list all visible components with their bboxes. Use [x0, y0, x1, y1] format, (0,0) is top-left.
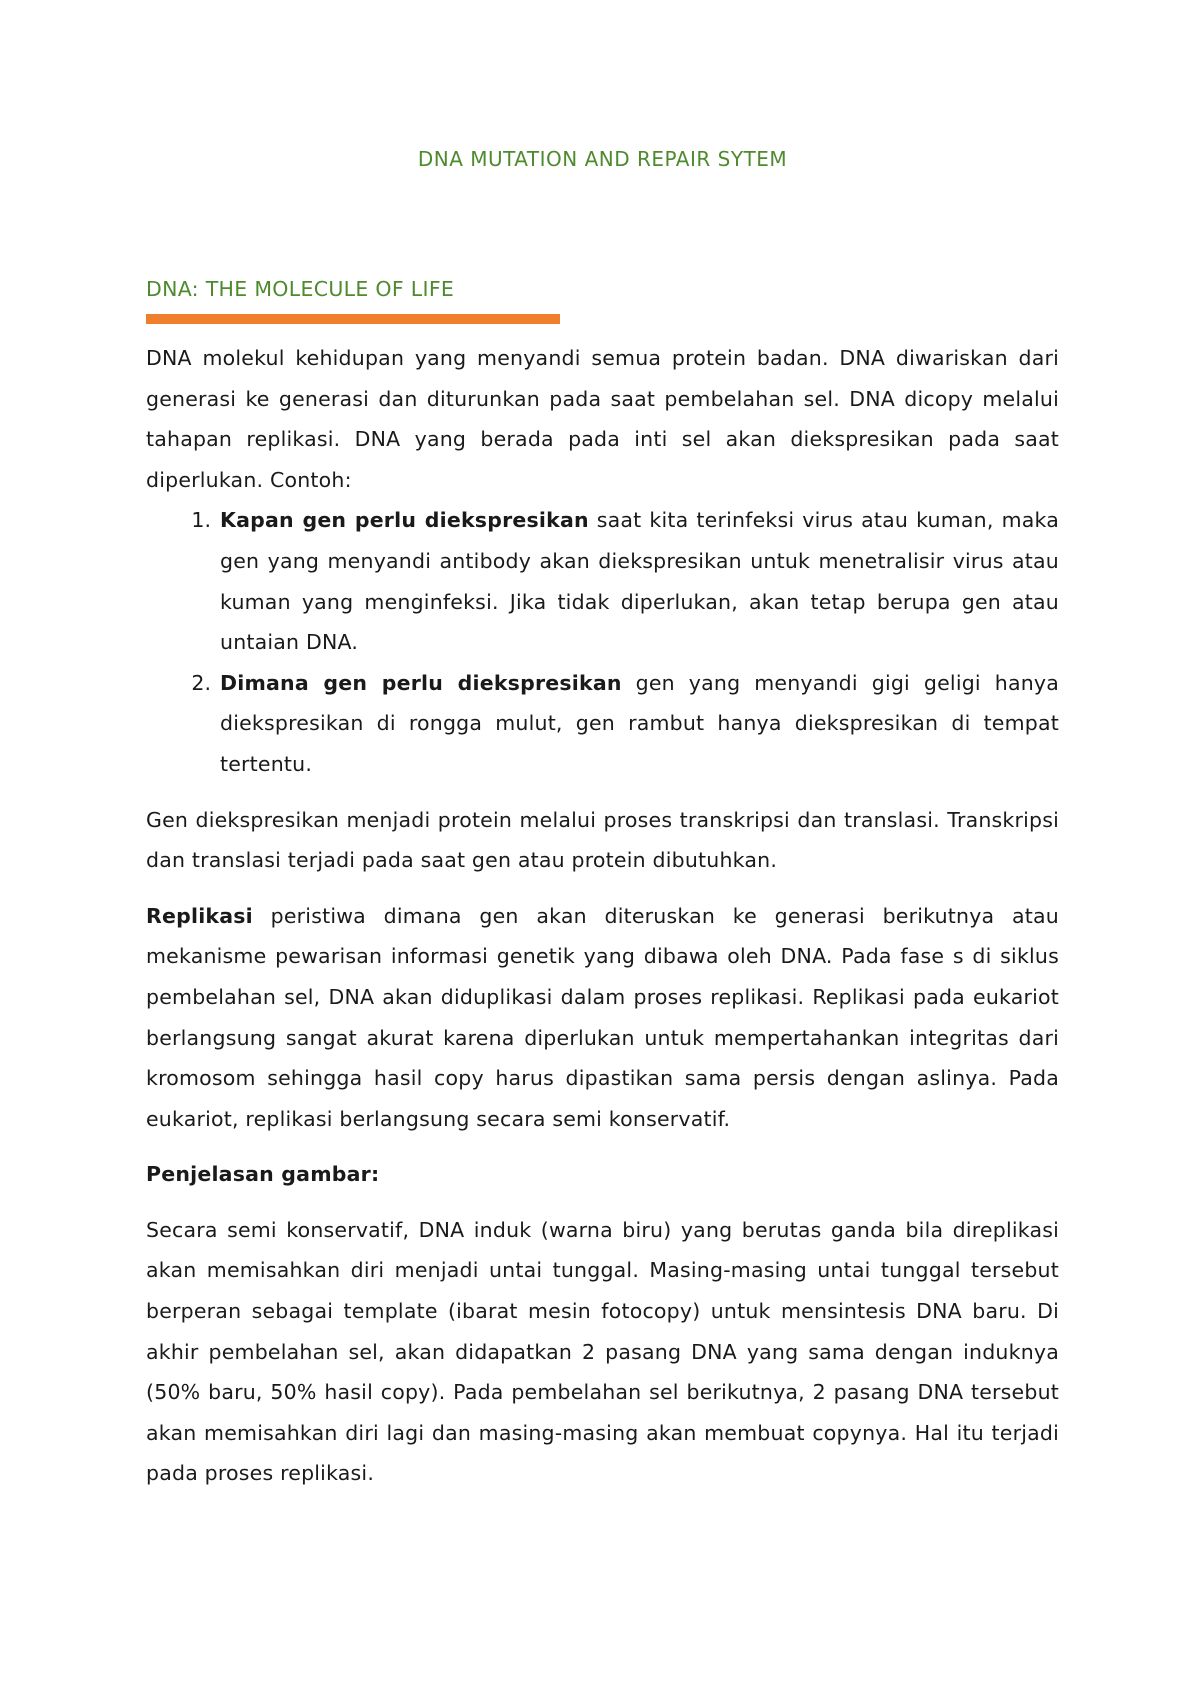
examples-list — [146, 500, 1059, 784]
heading-underline-rule — [146, 314, 560, 324]
expression-paragraph: Gen diekspresikan menjadi protein melalui proses transkripsi dan translasi. Transkripsi dan translasi terjadi pada saat gen atau protein dibutuhkan. — [146, 807, 1059, 873]
figure-explanation-paragraph: Secara semi konservatif, DNA induk (warna biru) yang berutas ganda bila direplikasi akan memisahkan diri menjadi untai tunggal. Masing-masing untai tunggal tersebut berperan sebagai template (ibarat mesin fotocopy) untuk mensintesis DNA baru. Di akhir pembelahan sel, akan didapatkan 2 pasang DNA yang sama dengan induknya (50% baru, 50% hasil copy). Pada pembelahan sel berikutnya, 2 pasang DNA tersebut akan memisahkan diri lagi dan masing-masing akan membuat copynya. Hal itu terjadi pada proses replikasi. — [146, 1217, 1059, 1486]
document-title: DNA MUTATION AND REPAIR SYTEM — [417, 147, 788, 171]
section-heading: DNA: THE MOLECULE OF LIFE — [146, 277, 455, 301]
replication-paragraph — [146, 896, 1059, 1140]
list-item — [218, 663, 1059, 785]
document-body — [146, 338, 1059, 1509]
example-term: Dimana gen perlu diekspresikan — [220, 670, 622, 695]
replication-term: Replikasi — [146, 903, 253, 928]
example-term: Kapan gen perlu diekspresikan — [220, 508, 589, 533]
replication-text: peristiwa dimana gen akan diteruskan ke generasi berikutnya atau mekanisme pewarisan informasi genetik yang dibawa oleh DNA. Pada fase s di siklus pembelahan sel, DNA akan diduplikasi dalam proses replikasi. Replikasi pada eukariot berlangsung sangat akurat karena diperlukan untuk mempertahankan integritas dari kromosom sehingga hasil copy harus dipastikan sama persis dengan aslinya. Pada eukariot, replikasi berlangsung secara semi konservatif. — [146, 903, 1059, 1131]
intro-paragraph: DNA molekul kehidupan yang menyandi semua protein badan. DNA diwariskan dari generasi ke generasi dan diturunkan pada saat pembelahan sel. DNA dicopy melalui tahapan replikasi. DNA yang berada pada inti sel akan diekspresikan pada saat diperlukan. Contoh: — [146, 346, 1059, 492]
example-text: saat kita terinfeksi virus atau kuman, maka gen yang menyandi antibody akan diekspresikan untuk menetralisir virus atau kuman yang menginfeksi. Jika tidak diperlukan, akan tetap berupa gen atau untaian DNA. — [220, 508, 1059, 655]
figure-explanation-heading: Penjelasan gambar: — [146, 1162, 380, 1187]
list-item — [218, 500, 1059, 662]
example-text: gen yang menyandi gigi geligi hanya diekspresikan di rongga mulut, gen rambut hanya diekspresikan di tempat tertentu. — [220, 670, 1060, 776]
